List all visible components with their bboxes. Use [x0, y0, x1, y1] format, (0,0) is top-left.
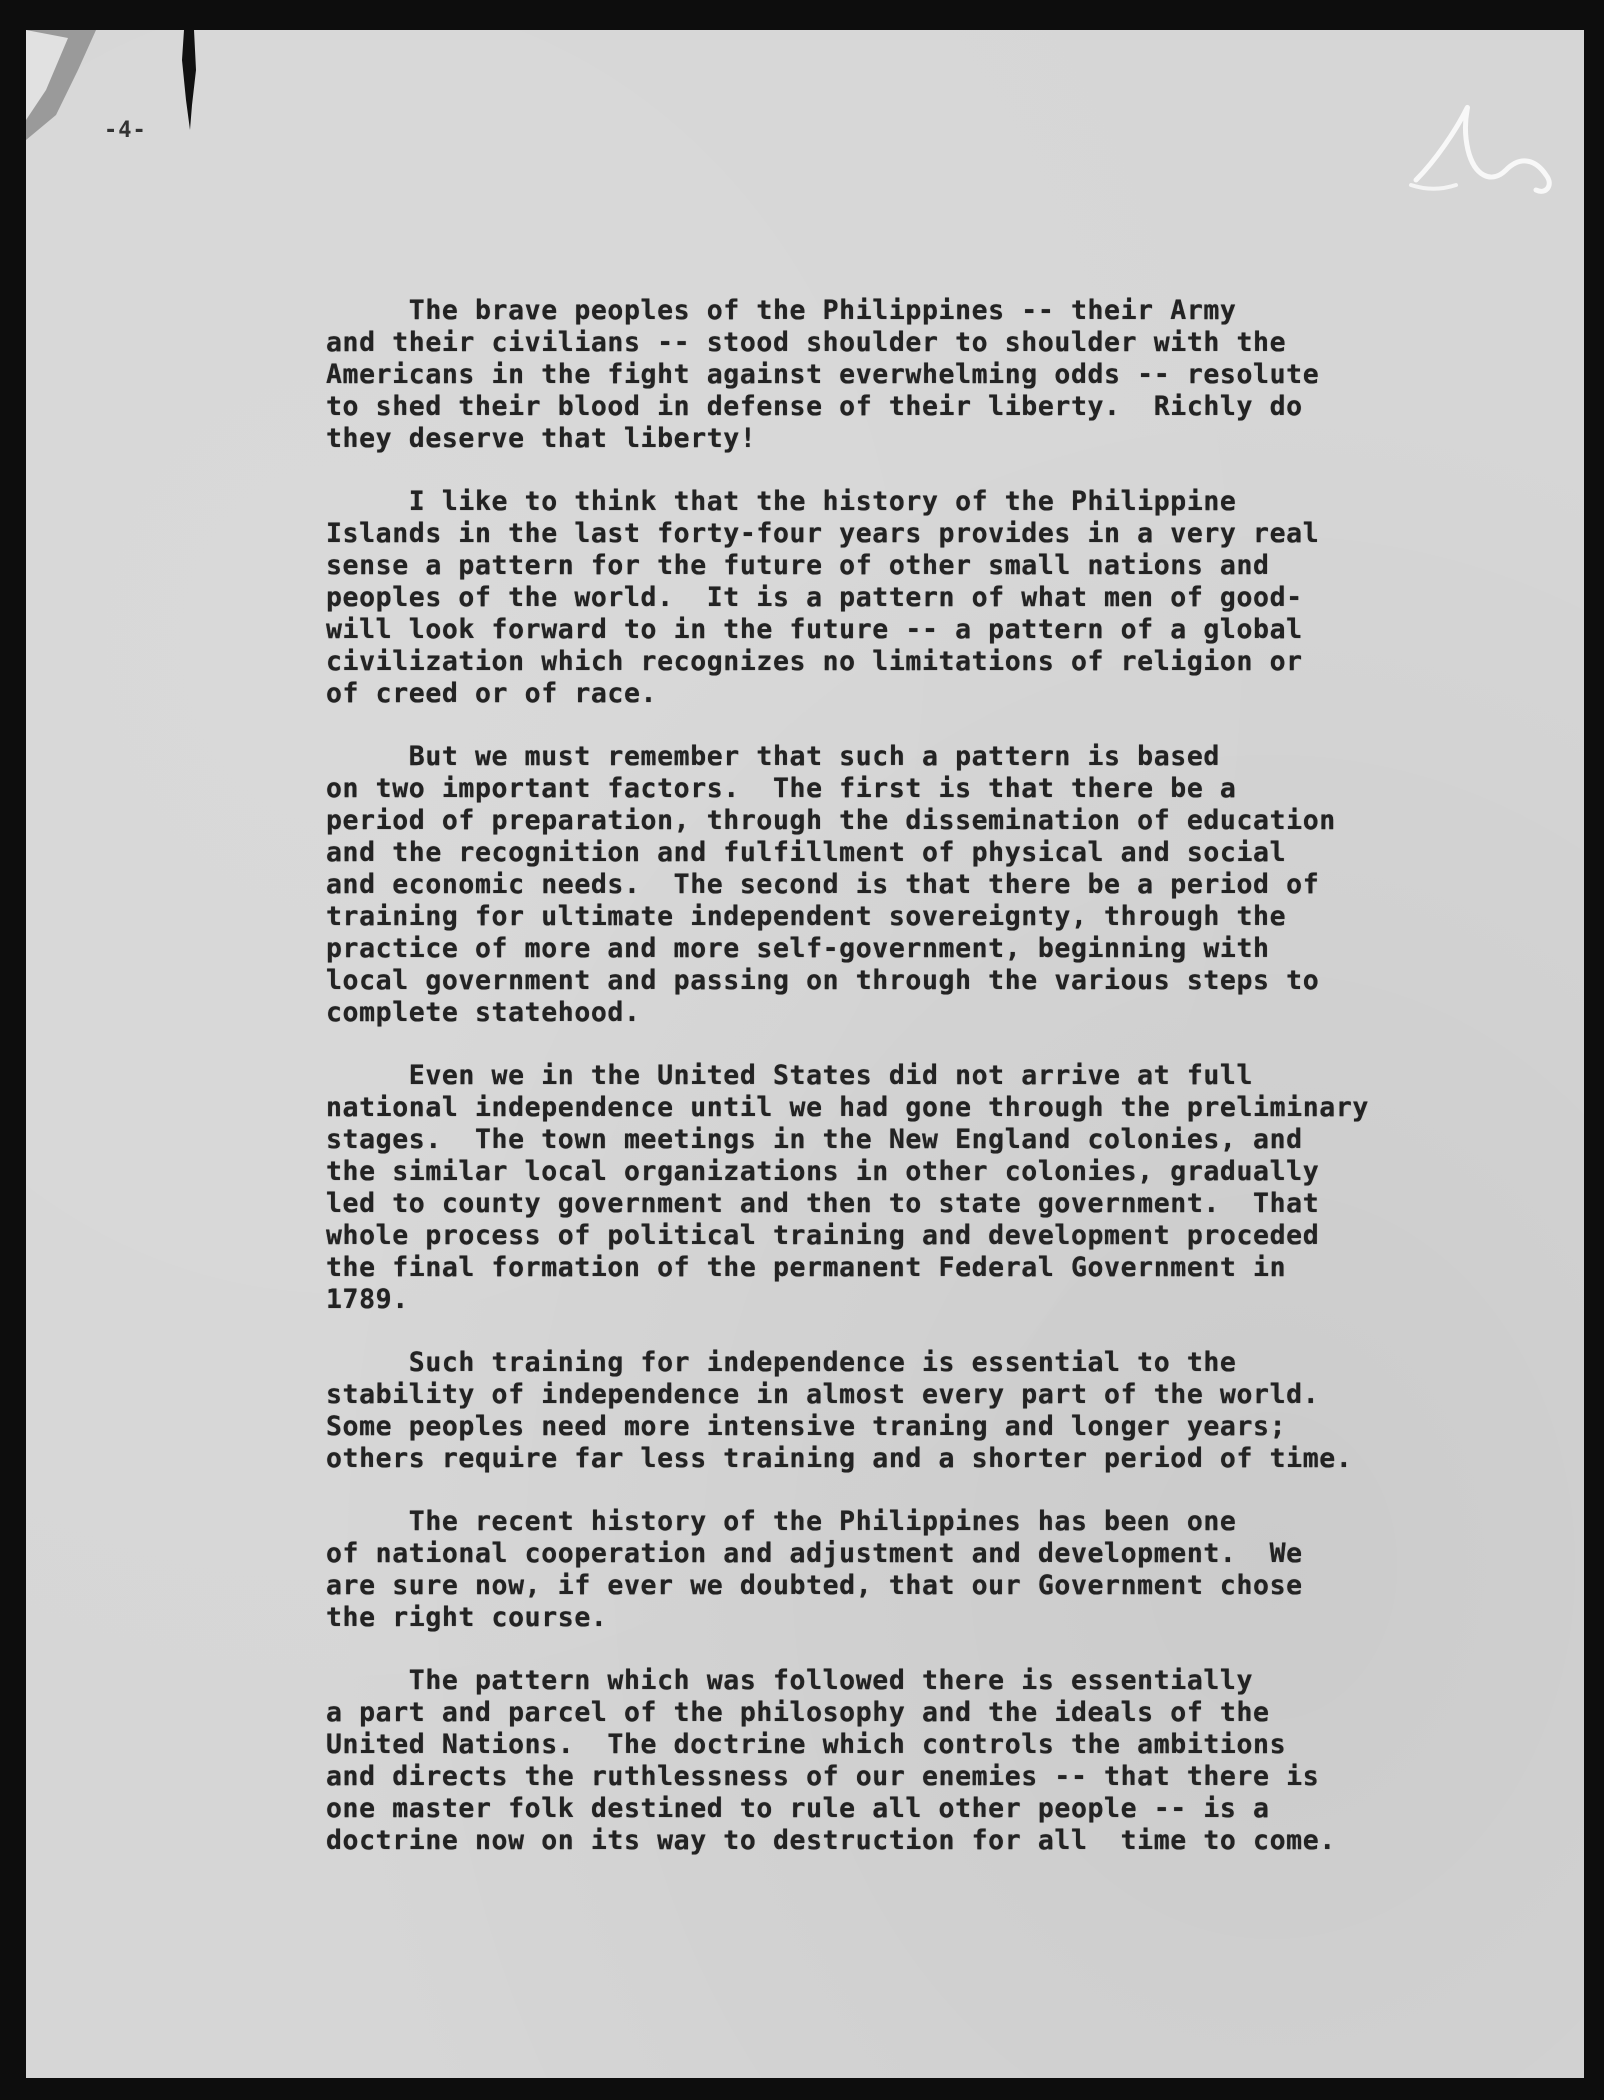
- text-line: stages. The town meetings in the New England colonies, and: [326, 1124, 1303, 1155]
- text-line: and economic needs. The second is that there be a period of: [326, 869, 1320, 900]
- paragraph: [326, 486, 1556, 710]
- text-line: I like to think that the history of the Philippine: [326, 486, 1237, 517]
- torn-corner-graphic: [26, 30, 96, 140]
- text-line: Such training for independence is essential to the: [326, 1347, 1237, 1378]
- text-line: complete statehood.: [326, 997, 641, 1028]
- text-line: Americans in the fight against everwhelming odds -- resolute: [326, 359, 1320, 390]
- text-line: of national cooperation and adjustment and development. We: [326, 1538, 1303, 1569]
- paragraph: [326, 1060, 1556, 1316]
- text-line: United Nations. The doctrine which controls the ambitions: [326, 1729, 1287, 1760]
- text-line: the similar local organizations in other colonies, gradually: [326, 1156, 1320, 1187]
- text-line: are sure now, if ever we doubted, that our Government chose: [326, 1570, 1303, 1601]
- text-line: practice of more and more self-government, beginning with: [326, 933, 1270, 964]
- handwritten-scribble-graphic: [1396, 90, 1566, 240]
- text-line: local government and passing on through the various steps to: [326, 965, 1320, 996]
- text-line: civilization which recognizes no limitations of religion or: [326, 646, 1303, 677]
- paragraph: [326, 295, 1556, 455]
- text-line: to shed their blood in defense of their liberty. Richly do: [326, 391, 1303, 422]
- text-line: 1789.: [326, 1284, 409, 1315]
- text-line: whole process of political training and development proceded: [326, 1220, 1320, 1251]
- text-line: Islands in the last forty-four years provides in a very real: [326, 518, 1320, 549]
- text-line: and their civilians -- stood shoulder to shoulder with the: [326, 327, 1287, 358]
- text-line: period of preparation, through the dissemination of education: [326, 805, 1336, 836]
- paragraph: [326, 1506, 1556, 1634]
- text-line: and the recognition and fulfillment of physical and social: [326, 837, 1287, 868]
- text-line: The recent history of the Philippines has been one: [326, 1506, 1237, 1537]
- text-line: others require far less training and a shorter period of time.: [326, 1443, 1353, 1474]
- text-line: The brave peoples of the Philippines -- their Army: [326, 295, 1237, 326]
- text-line: Some peoples need more intensive traning and longer years;: [326, 1411, 1287, 1442]
- text-line: The pattern which was followed there is essentially: [326, 1665, 1254, 1696]
- text-line: national independence until we had gone through the preliminary: [326, 1092, 1369, 1123]
- text-line: led to county government and then to state government. That: [326, 1188, 1320, 1219]
- text-line: stability of independence in almost every part of the world.: [326, 1379, 1320, 1410]
- page-number: -4-: [104, 118, 147, 143]
- paragraph: [326, 1665, 1556, 1857]
- text-line: peoples of the world. It is a pattern of what men of good-: [326, 582, 1303, 613]
- text-line: But we must remember that such a pattern is based: [326, 741, 1220, 772]
- text-line: will look forward to in the future -- a pattern of a global: [326, 614, 1303, 645]
- text-line: on two important factors. The first is that there be a: [326, 773, 1237, 804]
- text-line: and directs the ruthlessness of our enemies -- that there is: [326, 1761, 1320, 1792]
- text-line: of creed or of race.: [326, 678, 658, 709]
- text-line: the right course.: [326, 1602, 608, 1633]
- paragraph: [326, 741, 1556, 1029]
- text-line: they deserve that liberty!: [326, 423, 757, 454]
- text-line: sense a pattern for the future of other small nations and: [326, 550, 1270, 581]
- text-line: doctrine now on its way to destruction for all time to come.: [326, 1825, 1336, 1856]
- text-line: a part and parcel of the philosophy and the ideals of the: [326, 1697, 1270, 1728]
- text-line: Even we in the United States did not arrive at full: [326, 1060, 1254, 1091]
- staple-hole-graphic: [176, 30, 200, 140]
- text-line: the final formation of the permanent Federal Government in: [326, 1252, 1287, 1283]
- typed-body-text: [326, 295, 1556, 1888]
- document-page: [26, 30, 1584, 2078]
- text-line: training for ultimate independent sovereignty, through the: [326, 901, 1287, 932]
- text-line: one master folk destined to rule all other people -- is a: [326, 1793, 1270, 1824]
- paragraph: [326, 1347, 1556, 1475]
